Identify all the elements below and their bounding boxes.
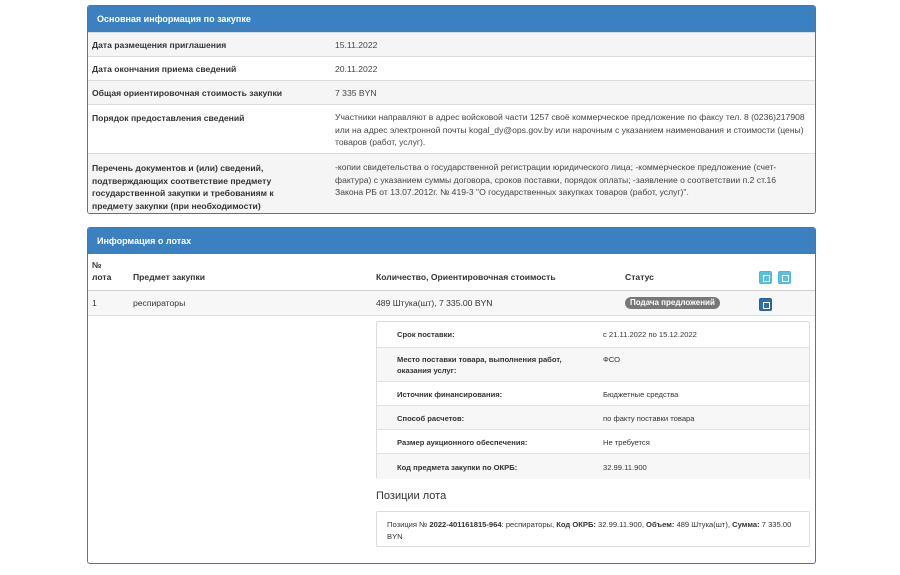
positions-title: Позиции лота bbox=[376, 490, 447, 502]
main-info-title: Основная информация по закупке bbox=[88, 6, 815, 32]
detail-value: с 21.11.2022 по 15.12.2022 bbox=[603, 330, 697, 339]
detail-value: Не требуется bbox=[603, 438, 650, 447]
column-header-text: № bbox=[92, 260, 102, 270]
column-header-text: лота bbox=[92, 272, 112, 282]
detail-value: ФСО bbox=[603, 355, 620, 364]
detail-label: Срок поставки: bbox=[397, 330, 455, 339]
detail-label: Код предмета закупки по ОКРБ: bbox=[397, 463, 518, 472]
info-row-placement-date bbox=[88, 32, 815, 56]
detail-row-auction-security bbox=[377, 429, 809, 453]
info-value: 7 335 BYN bbox=[335, 88, 377, 98]
position-volume-value: 489 Штука(шт), bbox=[674, 520, 733, 529]
position-number: 2022-401161815-964 bbox=[429, 520, 502, 529]
lots-title: Информация о лотах bbox=[88, 228, 815, 254]
position-sum-label: Сумма: bbox=[732, 520, 760, 529]
info-value: Участники направляют в адрес войсковой части 1257 своё коммерческое предложение по факсу тел. 8 (0236)217908 или на адрес электронной почты kogal_dy@ops.gov.by или нарочным с указанием наименования и стоимости (цены) товаров (работ, услуг). bbox=[335, 112, 805, 148]
position-okrb-value: 32.99.11.900, bbox=[595, 520, 647, 529]
column-header-lot-number bbox=[92, 259, 111, 283]
column-header-quantity: Количество, Ориентировочная стоимость bbox=[376, 272, 556, 282]
lot-quantity: 489 Штука(шт), 7 335.00 BYN bbox=[376, 298, 493, 308]
info-label: Перечень документов и (или) сведений, подтверждающих соответствие предмету государственной закупки и требованиям к предмету закупки (при необходимости) bbox=[92, 163, 274, 211]
position-name: : респираторы, bbox=[501, 520, 557, 529]
detail-value: Бюджетные средства bbox=[603, 390, 679, 399]
detail-row-delivery-place bbox=[377, 347, 809, 381]
toggle-details-button[interactable] bbox=[759, 298, 772, 311]
expand-all-button[interactable] bbox=[759, 271, 772, 284]
detail-row-payment bbox=[377, 405, 809, 429]
info-row-end-date bbox=[88, 56, 815, 80]
table-row[interactable] bbox=[88, 291, 815, 316]
position-sum-value: 7 335.00 BYN bbox=[387, 520, 792, 541]
detail-label: Источник финансирования: bbox=[397, 390, 503, 399]
info-label: Дата размещения приглашения bbox=[92, 40, 227, 50]
info-label: Общая ориентировочная стоимость закупки bbox=[92, 88, 283, 98]
detail-row-delivery-term bbox=[377, 322, 809, 347]
status-badge: Подача предложений bbox=[625, 297, 720, 309]
detail-label: Место поставки товара, выполнения работ, оказания услуг: bbox=[397, 355, 562, 375]
column-header-status: Статус bbox=[625, 272, 654, 282]
detail-label: Способ расчетов: bbox=[397, 414, 465, 423]
detail-value: 32.99.11.900 bbox=[603, 463, 647, 472]
collapse-all-button[interactable] bbox=[778, 271, 791, 284]
detail-value: по факту поставки товара bbox=[603, 414, 695, 423]
info-row-documents bbox=[88, 153, 815, 214]
info-value: 20.11.2022 bbox=[335, 64, 378, 74]
position-prefix: Позиция № bbox=[387, 520, 430, 529]
detail-row-okrb-code bbox=[377, 453, 809, 479]
main-info-panel bbox=[87, 5, 816, 214]
info-row-total-cost bbox=[88, 80, 815, 104]
info-label: Порядок предоставления сведений bbox=[92, 113, 245, 123]
lot-details bbox=[376, 321, 810, 479]
position-okrb-label: Код ОКРБ: bbox=[556, 520, 596, 529]
info-label: Дата окончания приема сведений bbox=[92, 64, 237, 74]
lot-subject: респираторы bbox=[133, 298, 186, 308]
info-value: -копии свидетельства о государственной регистрации юридического лица; -коммерческое предложение (счет-фактура) с указанием суммы договора, сроков поставки, порядок оплаты; -заявление о соответствии п.2 ст.16 Закона РБ от 13.07.2012г. № 419-3 "О государственных закупках товаров (работ, услуг)". bbox=[335, 162, 777, 198]
lot-number: 1 bbox=[92, 298, 97, 308]
info-value: 15.11.2022 bbox=[335, 40, 378, 50]
lots-panel bbox=[87, 227, 816, 564]
info-row-submission-procedure bbox=[88, 104, 815, 153]
detail-row-funding bbox=[377, 381, 809, 405]
position-item bbox=[376, 511, 810, 547]
column-header-subject: Предмет закупки bbox=[133, 272, 206, 282]
detail-label: Размер аукционного обеспечения: bbox=[397, 438, 528, 447]
lots-table-header bbox=[88, 254, 815, 291]
position-volume-label: Объем: bbox=[646, 520, 675, 529]
